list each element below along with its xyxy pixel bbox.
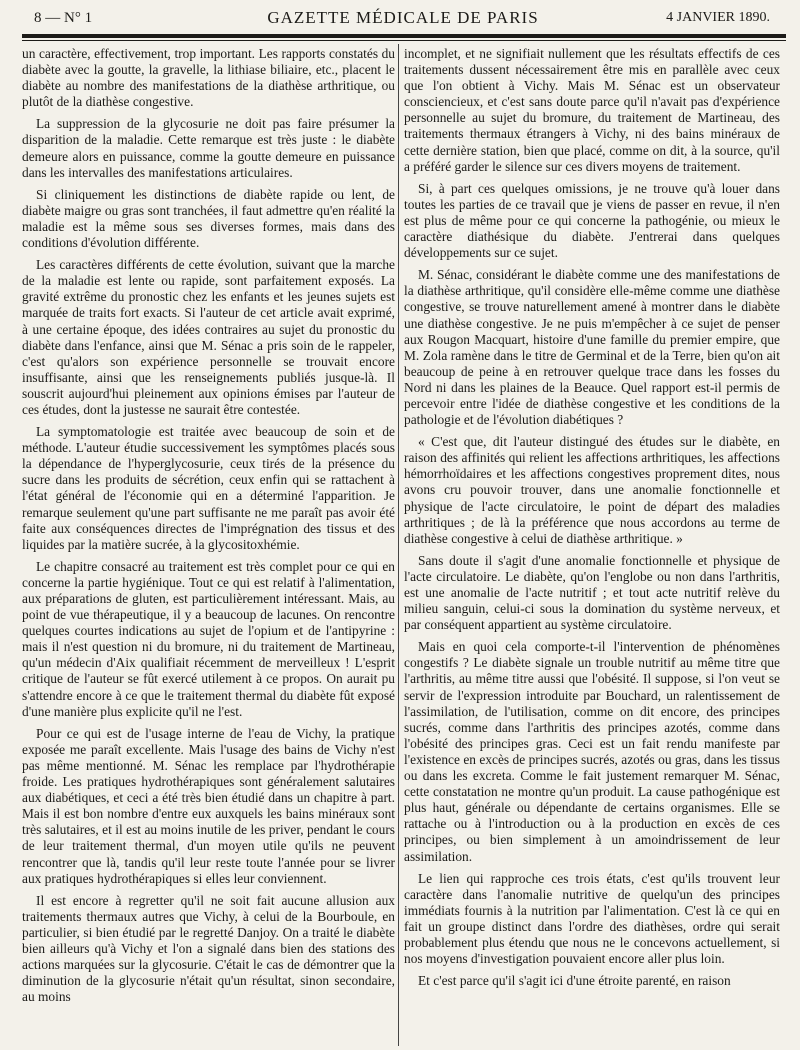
paragraph: Si, à part ces quelques omissions, je ne trouve qu'à louer dans toutes les parties de ce travail que je viens de passer en revue, il n'en est plus de même pour ce qui concerne la pathogénie, ou mieux le caractère diathésique du diabète. J'entrerai dans quelques développements sur ce sujet.	[404, 180, 780, 261]
paragraph: Le chapitre consacré au traitement est très complet pour ce qui en concerne la partie hygiénique. Tout ce qui est relatif à l'alimentation, aux préparations de gluten, est particulièrement intéressant. Mais, au point de vue thérapeutique, il y a beaucoup de lacunes. On rencontre quelques courtes indications au sujet de l'opium et de l'antipyrine : mais il n'est question ni du bromure, ni du traitement de Martineau, qu'un médecin d'Aix qualifiait récemment de merveilleux ! L'esprit critique de l'auteur se fût exercé utilement à ce propos. On aurait pu s'attendre encore à ce que le traitement thermal du diabète fût exposé d'une manière plus explicite qu'il ne l'est.	[22, 558, 395, 719]
header-rule-thin	[22, 40, 786, 41]
paragraph: La symptomatologie est traitée avec beaucoup de soin et de méthode. L'auteur étudie successivement les symptômes placés sous la dépendance de l'hyperglycosurie, ceux tirés de la présence du sucre dans les produits de sécrétion, ceux enfin qui se rattachent à l'état général de l'économie qui en a déterminé l'apparition. Je remarque seulement qu'une part suffisante ne me paraît pas avoir été faite aux conséquences directes de l'imprégnation des tissus et des liquides par la matière sucrée, à la glycositoxhémie.	[22, 424, 395, 552]
paragraph: Pour ce qui est de l'usage interne de l'eau de Vichy, la pratique exposée me paraît excellente. Mais l'usage des bains de Vichy n'est pas même mentionné. M. Sénac les remplace par l'hydrothérapie froide. Les pratiques hydrothérapiques sont généralement salutaires aux diabétiques, et ceci a été très bien étudié dans un chapitre à part. Mais il est bon nombre d'entre eux auxquels les bains minéraux sont très salutaires, et il est au moins inutile de les priver, pendant le cours de leur traitement thermal, d'un moyen utile qu'ils ne peuvent rencontrer que là, tandis qu'il leur reste toute l'année pour se livrer aux pratiques hydrothérapiques si elles leur conviennent.	[22, 725, 395, 886]
paragraph: Sans doute il s'agit d'une anomalie fonctionnelle et physique de l'acte circulatoire. Le diabète, qu'on l'englobe ou non dans l'arthritis, est une anomalie de l'acte nutritif ; et tout acte nutritif relève du milieu sanguin, celui-ci sous la domination du système nerveux, et par conséquent appartient au système circulatoire.	[404, 552, 780, 633]
paragraph: Les caractères différents de cette évolution, suivant que la marche de la maladie est lente ou rapide, sont parfaitement exposés. La gravité extrême du pronostic chez les enfants et les jeunes sujets est marquée de traits fort exacts. Si l'auteur de cet article avait exprimé, à une certaine époque, des idées contraires au sujet du pronostic du diabète dans l'enfance, ainsi que M. Sénac a pris soin de le rappeler, c'est qu'alors son expérience personnelle se trouvait encore insuffisante, ainsi que les renseignements publiés jusque-là. Il souscrit aujourd'hui pleinement aux opinions émises par l'auteur de ces études, dont la justesse ne saurait être contestée.	[22, 257, 395, 417]
paragraph: Et c'est parce qu'il s'agit ici d'une étroite parenté, en raison	[418, 973, 731, 989]
page-header	[24, 6, 782, 30]
paragraph: M. Sénac, considérant le diabète comme une des manifestations de la diathèse arthritique, qu'il considère elle-même comme une diathèse congestive, se trouve naturellement amené à montrer dans le diabète une diathèse congestive. Je ne puis m'empêcher à ce sujet de penser aux Rougon Macquart, histoire d'une famille du premier empire, que M. Zola ramène dans le titre de Germinal et de la Terre, bien qu'on ait beaucoup de peine à en retrouver quelque trace dans les fosses du Nord ni dans les plaines de la Beauce. Quel rapport est-il permis de percevoir entre l'idée de diathèse congestive et les conditions de la pathologie et de l'évolution diabétiques ?	[404, 267, 780, 428]
left-column	[22, 46, 395, 1046]
paragraph: Le lien qui rapproche ces trois états, c'est qu'ils trouvent leur caractère dans l'anomalie nutritive de quelqu'un des principes immédiats fournis à la nutrition par l'alimentation. C'est là ce qui en fait un groupe distinct dans l'ordre des diathèses, ordre qui serait probablement plus étendu que nous ne le concevons actuellement, si nos moyens d'investigation pouvaient encore aller plus loin.	[404, 870, 780, 967]
column-divider	[398, 44, 399, 1046]
issue-date: 4 JANVIER 1890.	[666, 10, 770, 25]
right-column	[404, 46, 780, 1046]
header-rule-thick	[22, 34, 786, 38]
paragraph: Si cliniquement les distinctions de diabète rapide ou lent, de diabète maigre ou gras sont tranchées, il faut admettre qu'en réalité la maladie est la même sous ses diverses formes, mais dans des conditions d'évolution différente.	[22, 186, 395, 251]
page-number: 8 — N° 1	[34, 10, 93, 26]
paragraph: Mais en quoi cela comporte-t-il l'intervention de phénomènes congestifs ? Le diabète signale un trouble nutritif au même titre que l'arthritis, au même titre aussi que l'obésité. Il suppose, si l'on veut se servir de l'expression introduite par Bouchard, un ralentissement de l'assimilation, de l'utilisation, comme on dit encore, des principes sucrés, comme dans l'arthritis des principes azotés, comme dans l'obésité des principes gras. Ceci est un fait rendu manifeste par l'existence en excès de principes sucrés, azotés ou gras, dans les tissus ou dans les excreta. Comme le fait justement remarquer M. Sénac, cette constatation ne montre qu'un produit. La cause pathogénique est plus haut, générale ou dépendante de certains organismes. Elle se rattache ou à l'introduction ou à la production en excès de ces principes, ou bien simplement à un amoindrissement de leur assimilation.	[404, 639, 780, 864]
paragraph: un caractère, effectivement, trop important. Les rapports constatés du diabète avec la goutte, la gravelle, la lithiase biliaire, etc., placent le diabète au nombre des manifestations de la diathèse arthritique, ou plutôt de la diathèse congestive.	[22, 46, 395, 110]
journal-title: GAZETTE MÉDICALE DE PARIS	[267, 8, 539, 27]
paragraph: « C'est que, dit l'auteur distingué des études sur le diabète, en raison des affinités qui relient les affections arthritiques, les affections hémorrhoïdaires et les affections congestives proprement dites, nous avons cru pouvoir trouver, dans une anomalie fonctionnelle et physique de l'acte circulatoire, le point de départ des maladies arthritiques ; de là la préférence que nous accordons au terme de diathèse congestive à celui de diathèse arthritique. »	[404, 434, 780, 546]
paragraph: La suppression de la glycosurie ne doit pas faire présumer la disparition de la maladie. Cette remarque est très juste : le diabète demeure alors en puissance, comme la goutte demeure en puissance dans les intervalles des manifestations articulaires.	[22, 116, 395, 180]
paragraph: Il est encore à regretter qu'il ne soit fait aucune allusion aux traitements thermaux autres que Vichy, à celui de la Bourboule, en particulier, si bien étudié par le regretté Danjoy. On a traité le diabète bien ailleurs qu'à Vichy et l'on a signalé dans bien des stations des actions marquées sur la glycosurie. C'était le cas de démontrer que la diminution de la glycosurie n'était qu'un résultat, sinon secondaire, au moins	[22, 892, 395, 1005]
paragraph: incomplet, et ne signifiait nullement que les résultats effectifs de ces traitements dussent nécessairement être mis en parallèle avec ceux que l'on obtient à Vichy. Mais M. Sénac est un observateur consciencieux, et c'est sans doute parce qu'il n'avait pas d'expérience personnelle au sujet du bromure, du traitement de Martineau, des traitements thermaux étrangers à Vichy, ni des bains minéraux de cette dernière station, bien que placé, comme on dit, à la source, qu'il a préféré garder le silence sur ces divers moyens de traitement.	[404, 46, 780, 174]
